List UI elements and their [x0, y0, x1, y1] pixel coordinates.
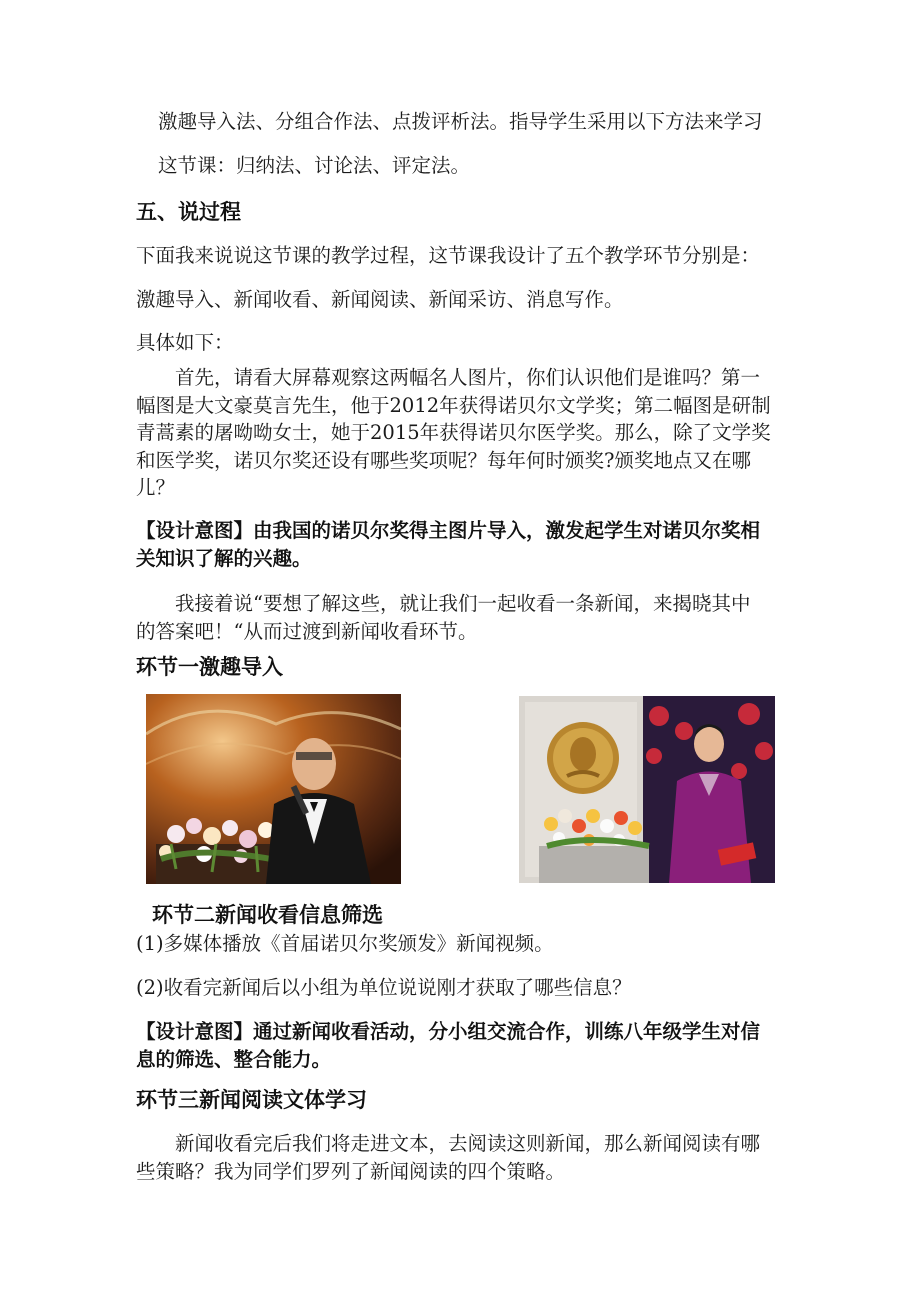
first-para-line-3: 青蒿素的屠呦呦女士，她于2015年获得诺贝尔医学奖。那么，除了文学奖: [136, 421, 771, 444]
first-para-line-1: 首先，请看大屏幕观察这两幅名人图片，你们认识他们是谁吗？第一: [175, 366, 761, 389]
transition-line-1: 我接着说“要想了解这些，就让我们一起收看一条新闻，来揭晓其中: [175, 592, 751, 615]
step-2-item-2: (2)收看完新闻后以小组为单位说说刚才获取了哪些信息？: [136, 976, 632, 999]
first-para-line-4: 和医学奖，诺贝尔奖还设有哪些奖项呢？每年何时颁奖?颁奖地点又在哪: [136, 449, 751, 472]
step-2-item-1: (1)多媒体播放《首届诺贝尔奖颁发》新闻视频。: [136, 932, 554, 955]
first-para-line-2: 幅图是大文豪莫言先生，他于2012年获得诺贝尔文学奖；第二幅图是研制: [136, 394, 771, 417]
section-heading-process: 五、说过程: [136, 200, 241, 224]
process-intro-line-2: 激趣导入、新闻收看、新闻阅读、新闻采访、消息写作。: [136, 288, 624, 311]
step-3-line-1: 新闻收看完后我们将走进文本，去阅读这则新闻，那么新闻阅读有哪: [175, 1132, 761, 1155]
design-intent-1-line-2: 关知识了解的兴趣。: [136, 547, 312, 570]
process-intro-line-1: 下面我来说说这节课的教学过程，这节课我设计了五个教学环节分别是：: [136, 244, 761, 267]
transition-line-2: 的答案吧！“从而过渡到新闻收看环节。: [136, 620, 478, 643]
methods-line-1: 激趣导入法、分组合作法、点拨评析法。指导学生采用以下方法来学习: [158, 110, 763, 133]
photo-mo-yan: [146, 694, 401, 884]
design-intent-2-line-1: 【设计意图】通过新闻收看活动，分小组交流合作，训练八年级学生对信: [136, 1020, 761, 1043]
design-intent-2-line-2: 息的筛选、整合能力。: [136, 1048, 332, 1071]
step-2-heading: 环节二新闻收看信息筛选: [152, 903, 383, 927]
process-intro-line-3: 具体如下：: [136, 331, 234, 354]
step-1-heading: 环节一激趣导入: [136, 655, 283, 679]
methods-line-2: 这节课：归纳法、讨论法、评定法。: [158, 154, 471, 177]
photo-tu-youyou: [519, 696, 775, 883]
step-3-heading: 环节三新闻阅读文体学习: [136, 1088, 367, 1112]
design-intent-1-line-1: 【设计意图】由我国的诺贝尔奖得主图片导入，激发起学生对诺贝尔奖相: [136, 519, 761, 542]
step-3-line-2: 些策略？我为同学们罗列了新闻阅读的四个策略。: [136, 1160, 566, 1183]
first-para-line-5: 儿？: [136, 476, 176, 499]
